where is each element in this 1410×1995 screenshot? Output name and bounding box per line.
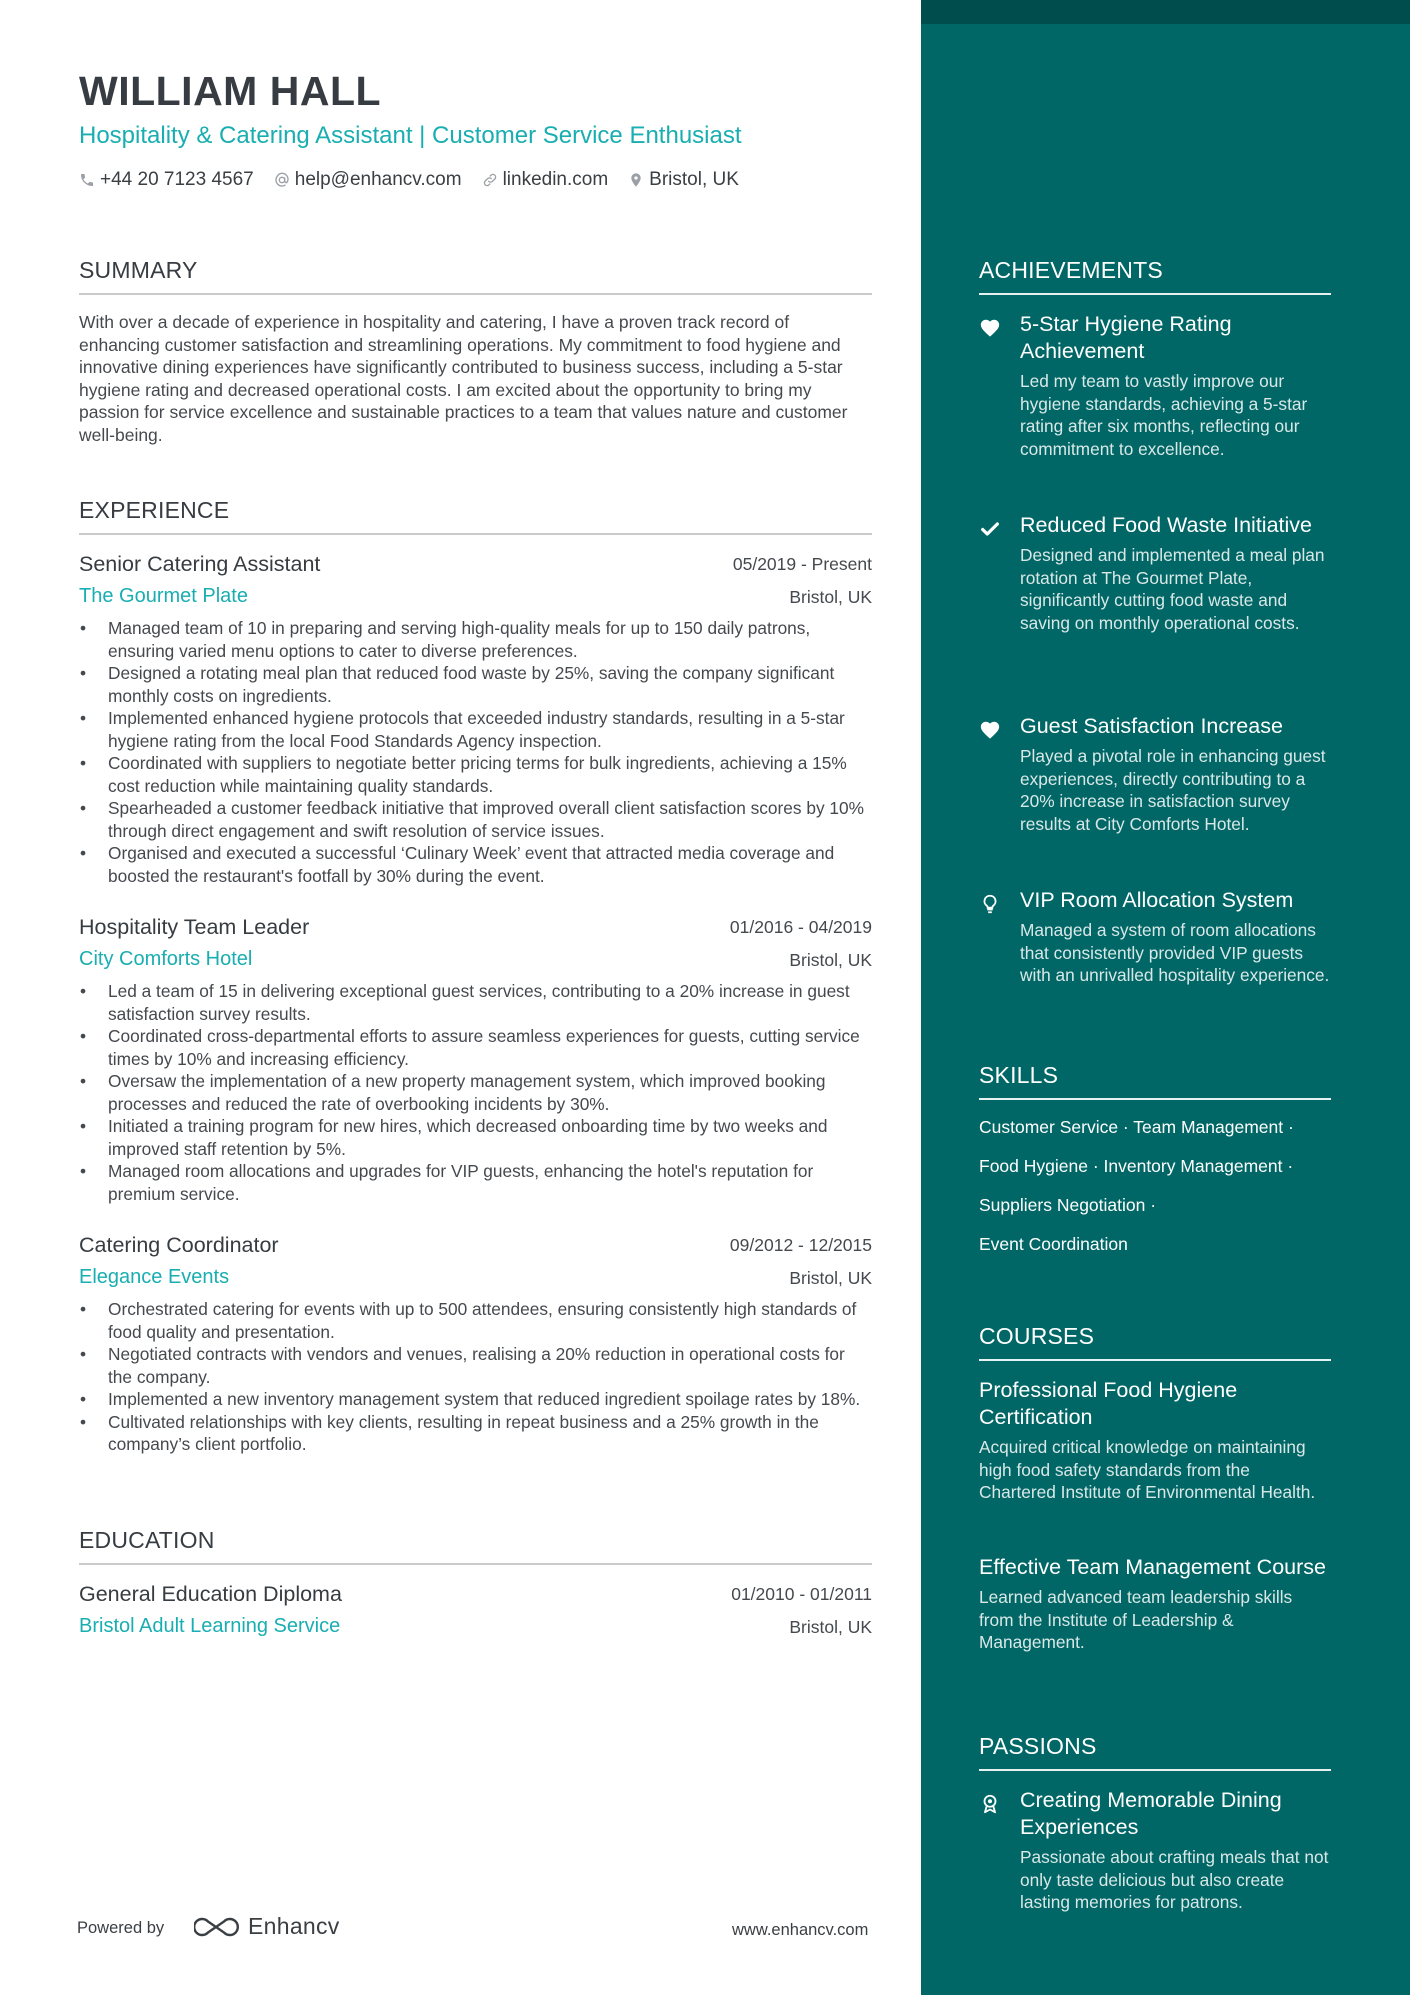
award-icon (979, 1793, 1001, 1815)
achievement-item (979, 887, 1331, 987)
footer-url[interactable]: www.enhancv.com (732, 1921, 869, 1939)
achievement-item (979, 713, 1331, 835)
passion-item (979, 1787, 1331, 1914)
heart-icon (979, 719, 1001, 741)
powered-by-label: Powered by (77, 1919, 165, 1937)
enhancv-brand-text: Enhancv (248, 1913, 340, 1939)
job-bullets (79, 1298, 872, 1456)
experience-entry (79, 915, 872, 1205)
bullet-item: • Managed team of 10 in preparing and serving high-quality meals for up to 150 daily patrons, ensuring varied menu options to cater to diverse preferences. (79, 617, 872, 662)
heart-icon (979, 317, 1001, 339)
education-dates: 01/2010 - 01/2011 (731, 1584, 872, 1604)
course-item (979, 1554, 1331, 1654)
passion-title: Creating Memorable Dining Experiences (1020, 1788, 1282, 1839)
experience-entry (79, 1233, 872, 1456)
experience-entry (79, 552, 872, 887)
education-location: Bristol, UK (789, 1617, 872, 1637)
job-dates: 05/2019 - Present (732, 554, 872, 574)
candidate-title: Hospitality & Catering Assistant | Customer Service Enthusiast (79, 122, 742, 149)
skills-heading: SKILLS (979, 1062, 1331, 1100)
job-bullets (79, 980, 872, 1205)
bullet-item: • Designed a rotating meal plan that reduced food waste by 25%, saving the company significant monthly costs on ingredients. (79, 662, 872, 707)
achievement-title: VIP Room Allocation System (1020, 888, 1294, 912)
job-role: Catering Coordinator (79, 1233, 279, 1257)
summary-text: With over a decade of experience in hospitality and catering, I have a proven track record of enhancing customer satisfaction and streamlining operations. My commitment to food hygiene and innovative dining experiences have significantly contributed to business success, including a 5-star hygiene rating and decreased operational costs. I am excited about the opportunity to bring my passion for service excellence and sustainable practices to a team that values nature and customer well-being. (79, 312, 848, 445)
job-company: The Gourmet Plate (79, 585, 248, 607)
skills-line: Customer Service · Team Management · (979, 1117, 1294, 1137)
bullet-item: • Managed room allocations and upgrades for VIP guests, enhancing the hotel's reputation for premium service. (79, 1160, 872, 1205)
course-item (979, 1377, 1331, 1504)
experience-heading: EXPERIENCE (79, 497, 872, 535)
enhancv-logo[interactable] (194, 1913, 340, 1940)
job-company: City Comforts Hotel (79, 948, 253, 970)
achievement-desc: Managed a system of room allocations that consistently provided VIP guests with an unrivalled hospitality experience. (1020, 920, 1330, 985)
job-role: Senior Catering Assistant (79, 552, 321, 576)
course-title: Effective Team Management Course (979, 1555, 1326, 1579)
contact-email[interactable] (274, 169, 462, 191)
bullet-item: • Negotiated contracts with vendors and venues, realising a 20% reduction in operational costs for the company. (79, 1343, 872, 1388)
bullet-item: • Orchestrated catering for events with up to 500 attendees, ensuring consistently high standards of food quality and presentation. (79, 1298, 872, 1343)
candidate-name: WILLIAM HALL (79, 68, 382, 114)
job-location: Bristol, UK (789, 587, 872, 607)
job-dates: 09/2012 - 12/2015 (729, 1235, 872, 1255)
bullet-item: • Coordinated with suppliers to negotiate better pricing terms for bulk ingredients, achieving a 15% cost reduction while maintaining quality standards. (79, 752, 872, 797)
skills-line: Event Coordination (979, 1234, 1128, 1254)
bullet-item: • Cultivated relationships with key clients, resulting in repeat business and a 25% growth in the company’s client portfolio. (79, 1411, 872, 1456)
link-icon (482, 172, 498, 188)
contact-phone[interactable] (79, 169, 254, 191)
education-school: Bristol Adult Learning Service (79, 1615, 341, 1637)
passions-heading: PASSIONS (979, 1733, 1331, 1771)
bullet-item: • Implemented enhanced hygiene protocols that exceeded industry standards, resulting in a 5-star hygiene rating from the local Food Standards Agency inspection. (79, 707, 872, 752)
course-desc: Acquired critical knowledge on maintaining high food safety standards from the Chartered Institute of Environmental Health. (979, 1437, 1316, 1502)
job-role: Hospitality Team Leader (79, 915, 310, 939)
job-location: Bristol, UK (789, 1268, 872, 1288)
courses-heading: COURSES (979, 1323, 1331, 1361)
bullet-item: • Led a team of 15 in delivering exceptional guest services, contributing to a 20% increase in guest satisfaction survey results. (79, 980, 872, 1025)
bullet-item: • Initiated a training program for new hires, which decreased onboarding time by two weeks and improved staff retention by 5%. (79, 1115, 872, 1160)
enhancv-logo-icon (194, 1915, 240, 1939)
skills-list (979, 1117, 1331, 1273)
bullet-item: • Implemented a new inventory management system that reduced ingredient spoilage rates by 18%. (79, 1388, 872, 1411)
education-entry (79, 1582, 872, 1648)
location-pin-icon (628, 171, 644, 189)
achievement-title: 5-Star Hygiene Rating Achievement (1020, 312, 1232, 363)
bullet-item: • Coordinated cross-departmental efforts to assure seamless experiences for guests, cutting service times by 10% and increasing efficiency. (79, 1025, 872, 1070)
achievement-title: Reduced Food Waste Initiative (1020, 513, 1312, 537)
bullet-item: • Spearheaded a customer feedback initiative that improved overall client satisfaction scores by 10% through direct engagement and swift resolution of service issues. (79, 797, 872, 842)
sidebar-background (921, 0, 1410, 1995)
job-dates: 01/2016 - 04/2019 (729, 917, 872, 937)
phone-icon (79, 172, 95, 188)
phone-text: +44 20 7123 4567 (100, 169, 254, 190)
at-icon (274, 172, 290, 188)
course-desc: Learned advanced team leadership skills from the Institute of Leadership & Management. (979, 1587, 1293, 1652)
achievement-desc: Designed and implemented a meal plan rotation at The Gourmet Plate, significantly cutting food waste and saving on monthly operational costs. (1020, 545, 1325, 633)
email-text: help@enhancv.com (294, 169, 462, 190)
passion-desc: Passionate about crafting meals that not only taste delicious but also create lasting memories for patrons. (1020, 1847, 1329, 1912)
bullet-item: • Organised and executed a successful ‘Culinary Week’ event that attracted media coverage and boosted the restaurant's footfall by 30% during the event. (79, 842, 872, 887)
achievement-desc: Played a pivotal role in enhancing guest experiences, directly contributing to a 20% increase in satisfaction survey results at City Comforts Hotel. (1020, 746, 1326, 834)
achievement-title: Guest Satisfaction Increase (1020, 714, 1283, 738)
contact-location (628, 169, 739, 191)
course-title: Professional Food Hygiene Certification (979, 1378, 1238, 1429)
check-icon (979, 518, 1001, 540)
education-degree: General Education Diploma (79, 1582, 342, 1606)
lightbulb-icon (979, 893, 1001, 915)
job-company: Elegance Events (79, 1266, 230, 1288)
summary-heading: SUMMARY (79, 257, 872, 295)
achievement-item (979, 311, 1331, 460)
location-text: Bristol, UK (649, 169, 739, 190)
achievement-item (979, 512, 1331, 634)
skills-line: Suppliers Negotiation · (979, 1195, 1157, 1215)
link-text: linkedin.com (502, 169, 609, 190)
contact-link[interactable] (482, 169, 609, 191)
contact-bar (79, 169, 759, 191)
job-bullets (79, 617, 872, 887)
skills-line: Food Hygiene · Inventory Management · (979, 1156, 1294, 1176)
achievement-desc: Led my team to vastly improve our hygiene standards, achieving a 5-star rating after six months, reflecting our commitment to excellence. (1020, 371, 1308, 459)
job-location: Bristol, UK (789, 950, 872, 970)
bullet-item: • Oversaw the implementation of a new property management system, which improved booking processes and reduced the rate of overbooking incidents by 30%. (79, 1070, 872, 1115)
achievements-heading: ACHIEVEMENTS (979, 257, 1331, 295)
sidebar-top-band (921, 0, 1410, 24)
education-heading: EDUCATION (79, 1527, 872, 1565)
